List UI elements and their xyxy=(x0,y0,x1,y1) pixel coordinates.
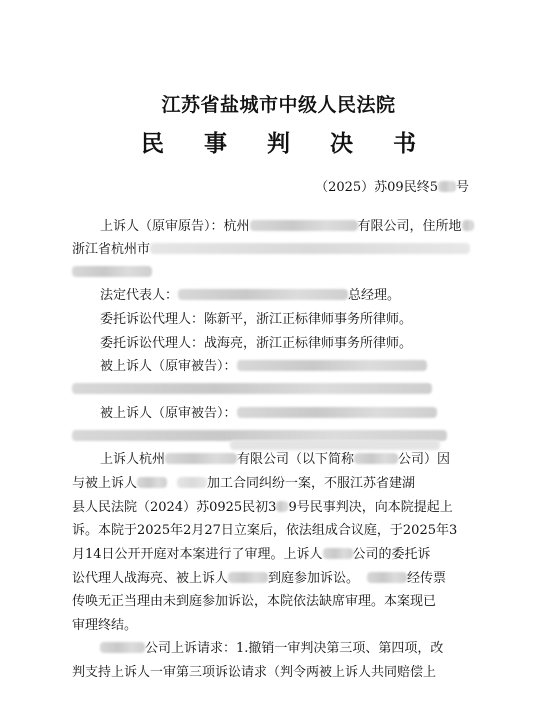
body-line: 上诉人杭州 有限公司（以下简称 公司）因 xyxy=(100,452,451,467)
redaction xyxy=(237,407,437,418)
appellee-1-address xyxy=(72,381,432,399)
redaction xyxy=(72,383,432,394)
redaction xyxy=(237,360,427,371)
appellee-1-line: 被上诉人（原审被告）： xyxy=(100,358,427,376)
agent-1: 委托诉讼代理人：陈新平，浙江正标律师事务所律师。 xyxy=(100,312,413,327)
appellant-address-line: 浙江省杭州市 xyxy=(72,241,470,259)
redaction xyxy=(178,289,348,300)
redaction xyxy=(177,477,207,488)
redaction xyxy=(165,453,237,464)
body-line: 县人民法院（2024）苏0925民初3 9号民事判决，向本院提起上 xyxy=(72,500,453,515)
redaction xyxy=(438,181,456,192)
redaction xyxy=(462,220,474,231)
court-name: 江苏省盐城市中级人民法院 xyxy=(161,94,396,116)
redaction xyxy=(276,501,288,512)
case-number-suffix: 号 xyxy=(455,180,469,195)
redaction xyxy=(72,266,152,277)
body-line: 审理终结。 xyxy=(72,618,138,633)
body-line: 月14日公开开庭对本案进行了审理。上诉人 公司的委托诉 xyxy=(72,547,431,562)
redaction xyxy=(137,477,167,488)
redaction xyxy=(323,548,353,559)
body-line: 讼代理人战海亮、被上诉人 到庭参加诉讼。 经传票 xyxy=(72,571,447,586)
document-type: 民 事 判 决 书 xyxy=(140,131,433,157)
appellee-2-line: 被上诉人（原审被告）： xyxy=(100,405,437,423)
redaction xyxy=(100,642,145,653)
redaction xyxy=(367,572,407,583)
case-number xyxy=(315,176,469,195)
agent-2: 委托诉讼代理人：战海亮，浙江正标律师事务所律师。 xyxy=(100,336,413,351)
body-line: 传唤无正当理由未到庭参加诉讼，本院依法缺席审理。本案现已 xyxy=(72,594,437,609)
body-line: 诉。本院于2025年2月27日立案后，依法组成合议庭，于2025年3 xyxy=(72,523,458,538)
appellant-line: 上诉人（原审原告）：杭州 有限公司，住所地 xyxy=(100,218,474,236)
body-line: 判支持上诉人一审第三项诉讼请求（判令两被上诉人共同赔偿上 xyxy=(72,665,437,680)
appellant-address-cont xyxy=(72,264,152,282)
legal-rep-line: 法定代表人： 总经理。 xyxy=(100,288,401,303)
body-line: 与被上诉人 加工合同纠纷一案，不服江苏省建湖 xyxy=(72,476,416,491)
redaction-fragment xyxy=(230,440,440,450)
redaction xyxy=(228,572,268,583)
redaction xyxy=(250,220,358,231)
redaction xyxy=(150,243,470,254)
body-line: 公司上诉请求：1.撤销一审判决第三项、第四项，改 xyxy=(100,640,443,658)
case-number-prefix: （2025）苏09民终5 xyxy=(315,180,438,195)
redaction xyxy=(354,453,398,464)
